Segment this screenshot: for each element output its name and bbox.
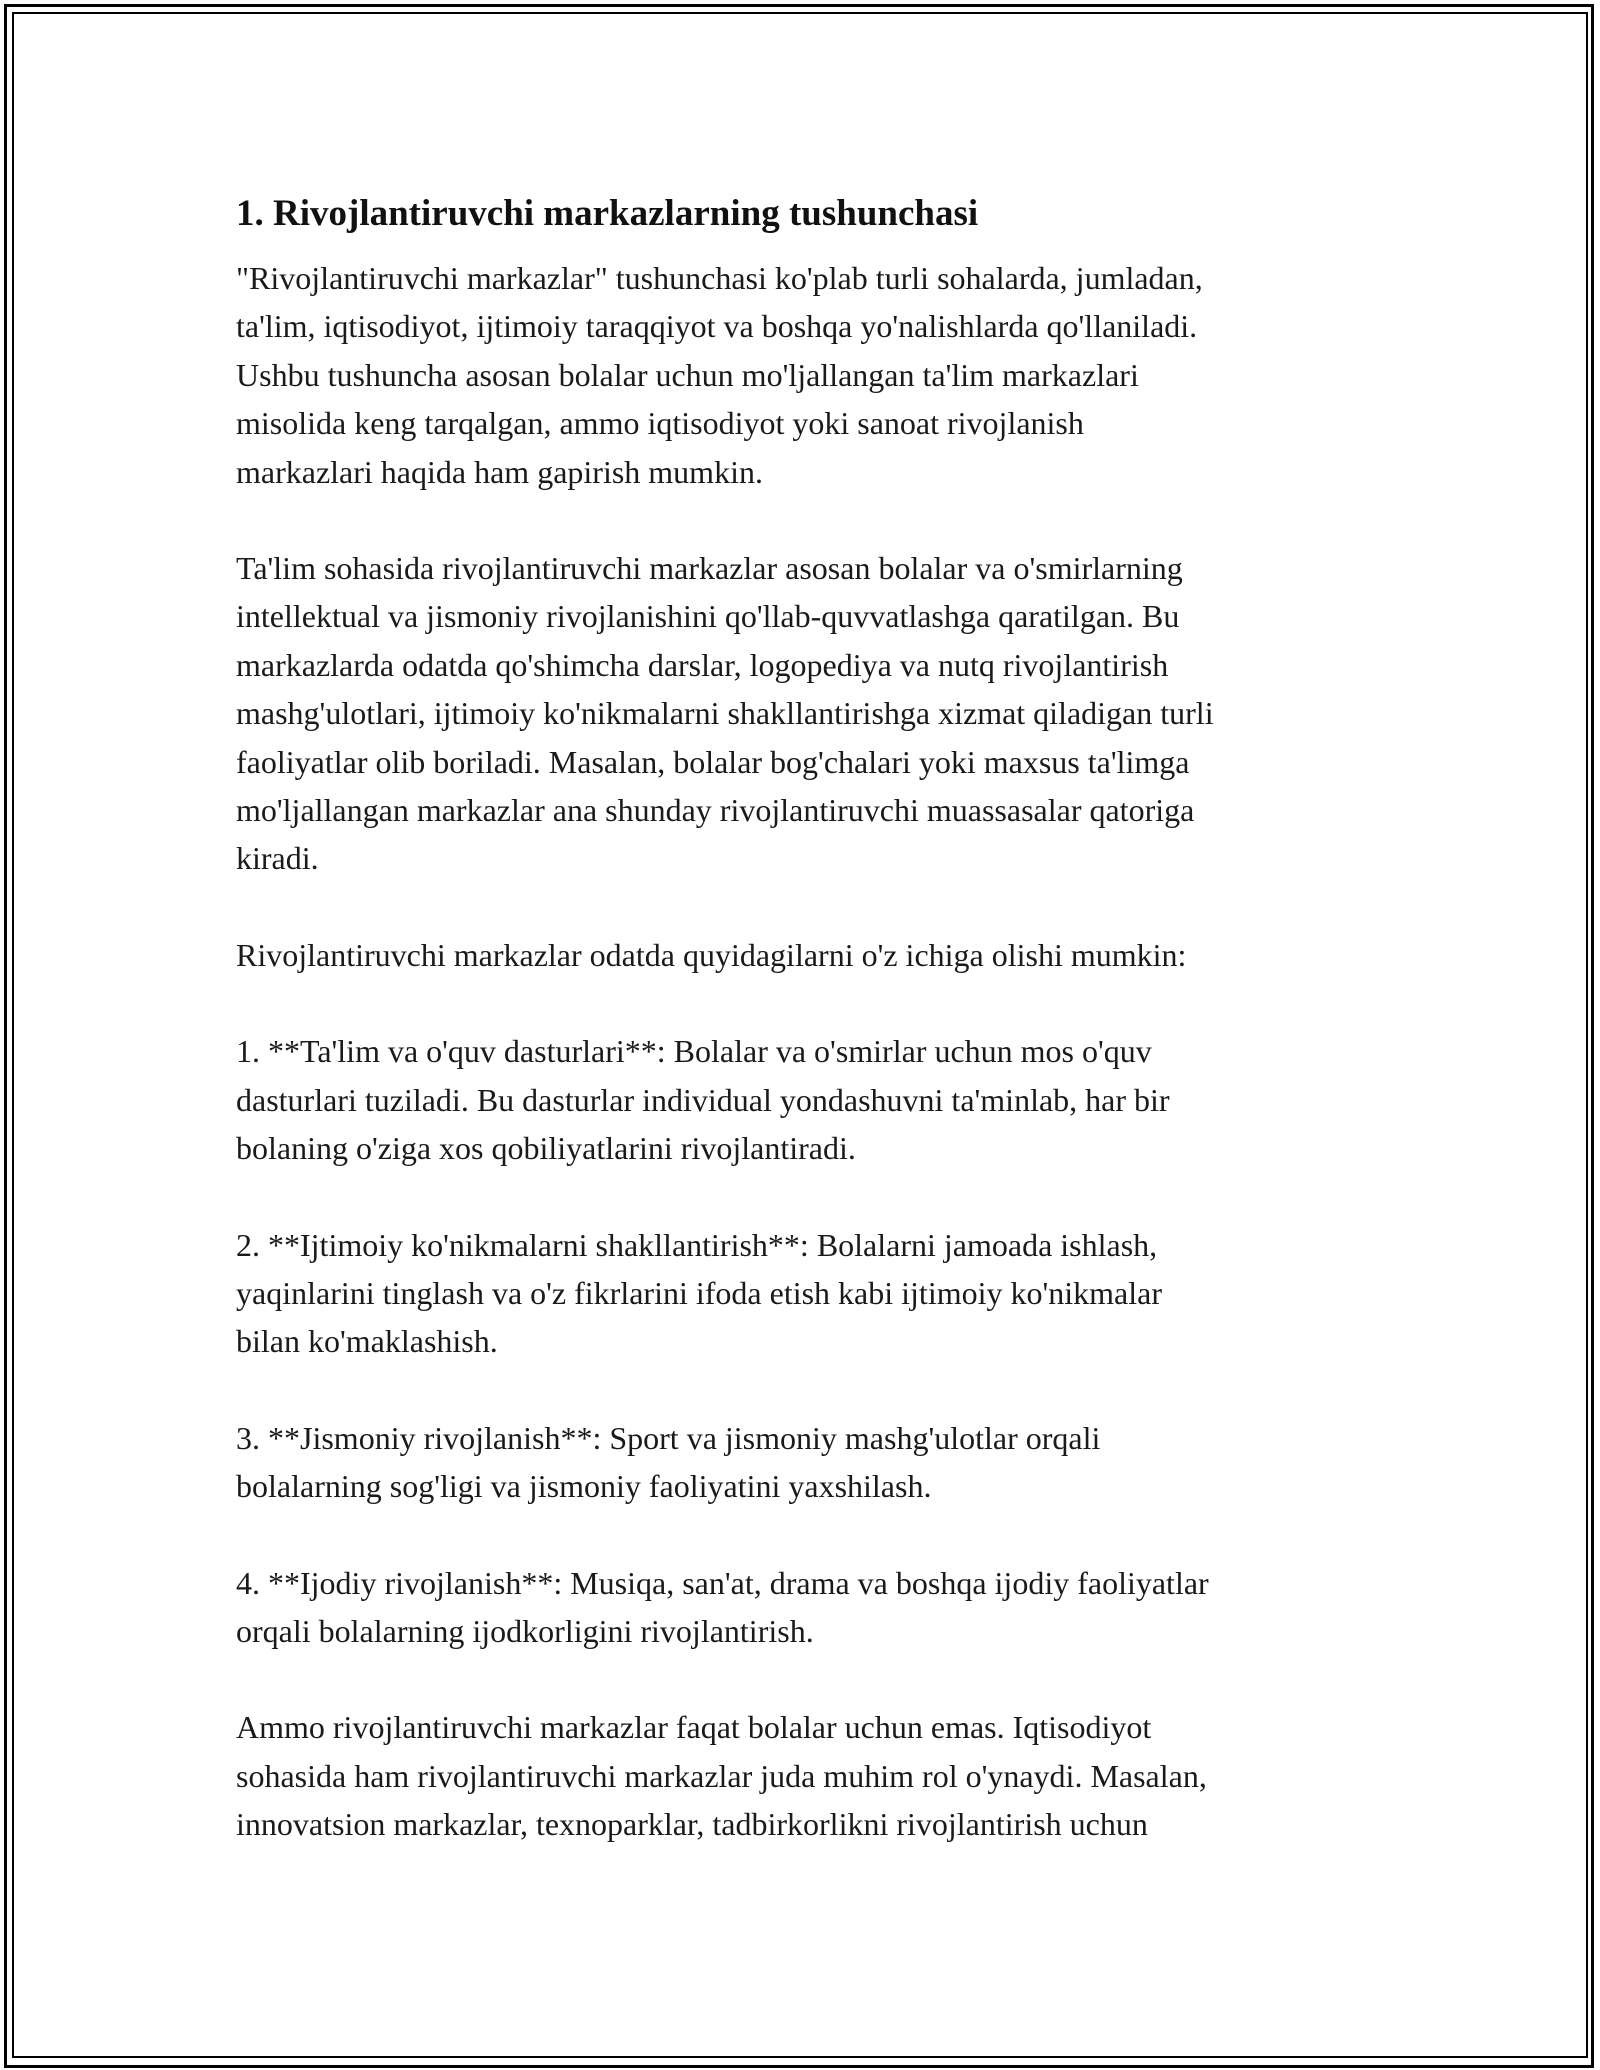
paragraph-education: Ta'lim sohasida rivojlantiruvchi markazlar asosan bolalar va o'smirlarning intellektual va jismoniy rivojlanishini qo'llab-quvvatlashga qaratilgan. Bu markazlarda odatda qo'shimcha darslar, logopediya va nutq rivojlantirish mashg'ulotlari, ijtimoiy ko'nikmalarni shakllantirishga xizmat qiladigan turli faoliyatlar olib boriladi. Masalan, bolalar bog'chalari yoki maxsus ta'limga mo'ljallangan markazlar ana shunday rivojlantiruvchi muassasalar qatoriga kiradi. [236, 550, 1214, 877]
list-item-education-programs: 1. **Ta'lim va o'quv dasturlari**: Bolalar va o'smirlar uchun mos o'quv dasturlari tuziladi. Bu dasturlar individual yondashuvni ta'minlab, har bir bolaning o'ziga xos qobiliyatlarini rivojlantiradi. [236, 1033, 1170, 1167]
document-body [236, 188, 1366, 1897]
paragraph-economy: Ammo rivojlantiruvchi markazlar faqat bolalar uchun emas. Iqtisodiyot sohasida ham rivojlantiruvchi markazlar juda muhim rol o'ynaydi. Masalan, innovatsion markazlar, texnoparklar, tadbirkorlikni rivojlantirish uchun [236, 1709, 1207, 1843]
list-item-creative-development: 4. **Ijodiy rivojlanish**: Musiqa, san'at, drama va boshqa ijodiy faoliyatlar orqali bolalarning ijodkorligini rivojlantirish. [236, 1564, 1209, 1649]
section-heading: 1. Rivojlantiruvchi markazlarning tushunchasi [236, 193, 979, 234]
paragraph-list-intro: Rivojlantiruvchi markazlar odatda quyidagilarni o'z ichiga olishi mumkin: [236, 936, 1187, 973]
paragraph-intro: "Rivojlantiruvchi markazlar" tushunchasi ko'plab turli sohalarda, jumladan, ta'lim, iqtisodiyot, ijtimoiy taraqqiyot va boshqa yo'nalishlarda qo'llaniladi. Ushbu tushuncha asosan bolalar uchun mo'ljallangan ta'lim markazlari misolida keng tarqalgan, ammo iqtisodiyot yoki sanoat rivojlanish markazlari haqida ham gapirish mumkin. [236, 260, 1203, 490]
list-item-physical-development: 3. **Jismoniy rivojlanish**: Sport va jismoniy mashg'ulotlar orqali bolalarning sog'ligi va jismoniy faoliyatini yaxshilash. [236, 1419, 1101, 1505]
list-item-social-skills: 2. **Ijtimoiy ko'nikmalarni shakllantirish**: Bolalarni jamoada ishlash, yaqinlarini tinglash va o'z fikrlarini ifoda etish kabi ijtimoiy ko'nikmalar bilan ko'maklashish. [236, 1226, 1162, 1360]
